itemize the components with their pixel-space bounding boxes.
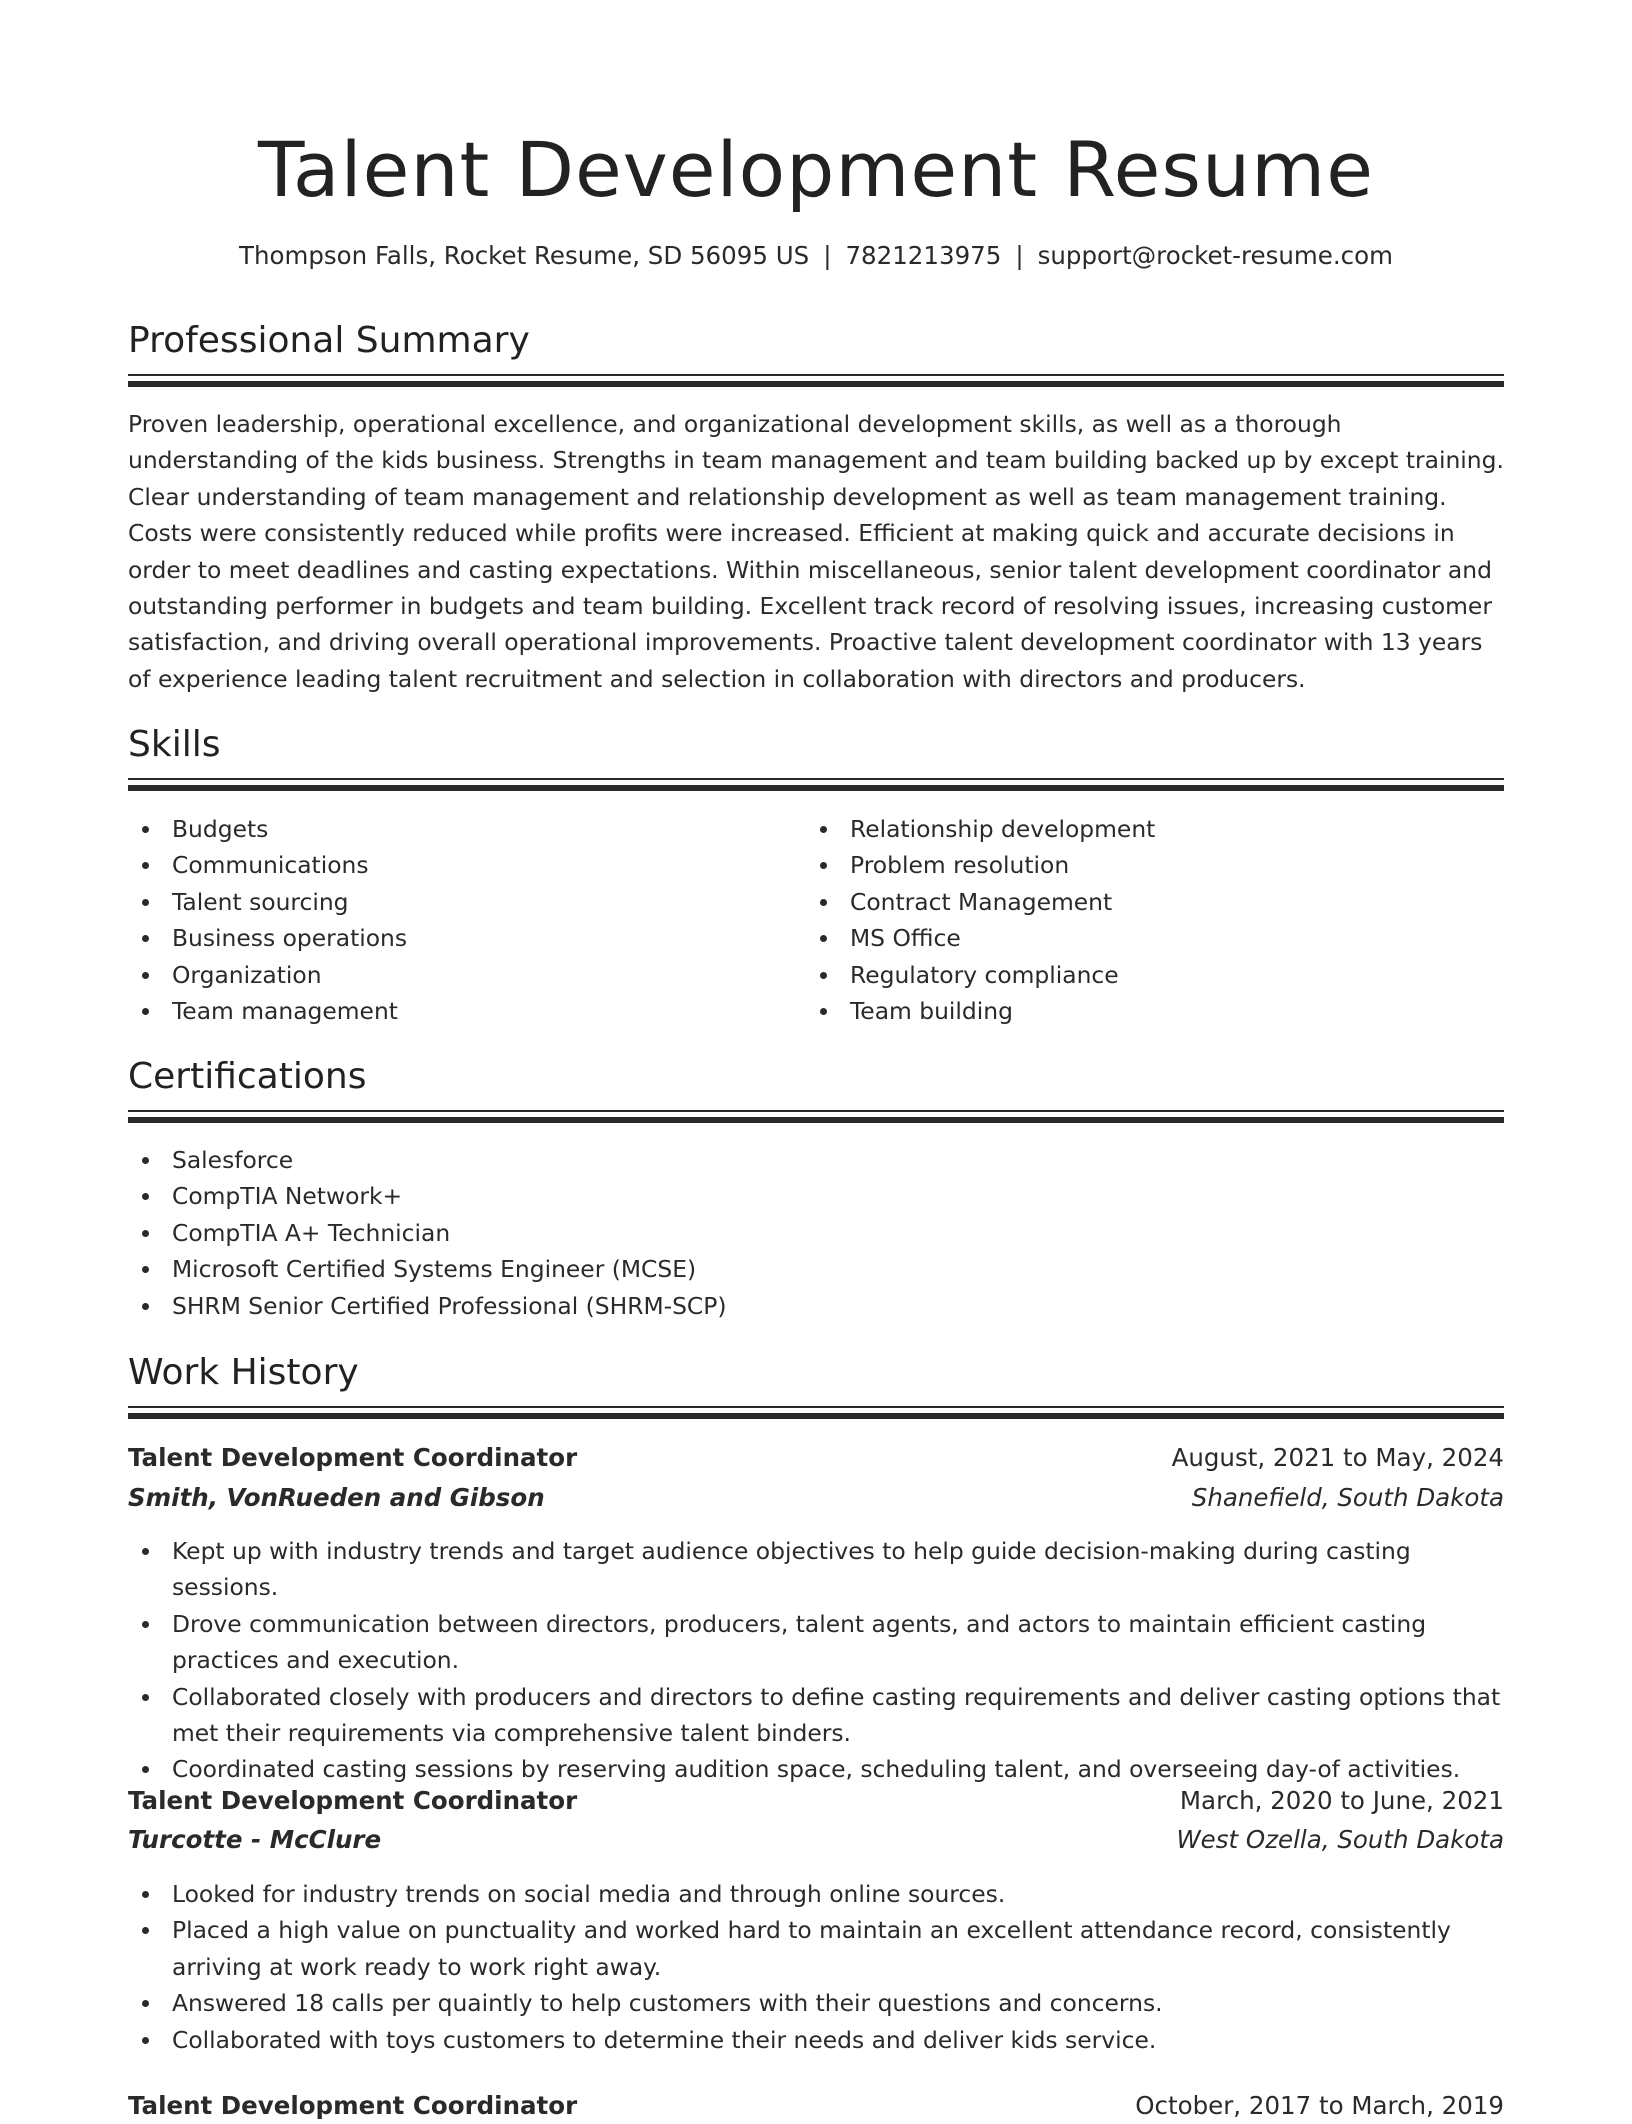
skill-item: MS Office — [806, 920, 1486, 956]
skill-item: Organization — [128, 957, 788, 993]
certifications-heading: Certifications — [128, 1056, 367, 1097]
job-bullet: Answered 18 calls per quaintly to help customers with their questions and concerns. — [128, 1985, 1504, 2021]
certification-item: CompTIA Network+ — [128, 1178, 1504, 1214]
skill-item: Relationship development — [806, 811, 1486, 847]
contact-phone: 7821213975 — [845, 241, 1002, 270]
contact-email: support@rocket-resume.com — [1037, 241, 1393, 270]
skills-list-right — [806, 811, 1486, 1029]
contact-separator: | — [1015, 241, 1024, 270]
job-dates: August, 2021 to May, 2024 — [1171, 1443, 1504, 1472]
job-location: Shanefield, South Dakota — [1191, 1483, 1504, 1512]
certifications-list — [128, 1142, 1504, 1324]
job-bullet: Kept up with industry trends and target audience objectives to help guide decision-making during casting sessions. — [128, 1533, 1504, 1606]
job-bullet: Placed a high value on punctuality and worked hard to maintain an excellent attendance record, consistently arriving at work ready to work right away. — [128, 1912, 1504, 1985]
job-title: Talent Development Coordinator — [128, 2091, 578, 2120]
section-divider — [128, 778, 1504, 792]
summary-heading: Professional Summary — [128, 320, 530, 361]
job-dates: March, 2020 to June, 2021 — [1179, 1786, 1504, 1815]
job-bullet: Coordinated casting sessions by reserving audition space, scheduling talent, and overseeing day-of activities. — [128, 1751, 1504, 1787]
job-bullet: Collaborated with toys customers to determine their needs and deliver kids service. — [128, 2022, 1504, 2058]
certification-item: Microsoft Certified Systems Engineer (MCSE) — [128, 1251, 1504, 1287]
section-divider — [128, 1406, 1504, 1420]
skill-item: Business operations — [128, 920, 788, 956]
skill-item: Budgets — [128, 811, 788, 847]
job-title: Talent Development Coordinator — [128, 1786, 578, 1815]
certification-item: SHRM Senior Certified Professional (SHRM-SCP) — [128, 1288, 1504, 1324]
skill-item: Communications — [128, 847, 788, 883]
job-bullets — [128, 1533, 1504, 1788]
job-company: Turcotte - McClure — [128, 1825, 382, 1854]
job-bullets — [128, 1876, 1504, 2058]
job-bullet: Collaborated closely with producers and directors to define casting requirements and deliver casting options that met their requirements via comprehensive talent binders. — [128, 1679, 1504, 1752]
summary-text: Proven leadership, operational excellence, and organizational development skills, as well as a thorough understanding of the kids business. Strengths in team management and team building backed up by except training. Clear understanding of team management and relationship development as well as team management training. Costs were consistently reduced while profits were increased. Efficient at making quick and accurate decisions in order to meet deadlines and casting expectations. Within miscellaneous, senior talent development coordinator and outstanding performer in budgets and team building. Excellent track record of resolving issues, increasing customer satisfaction, and driving overall operational improvements. Proactive talent development coordinator with 13 years of experience leading talent recruitment and selection in collaboration with directors and producers. — [128, 410, 1504, 693]
work-history-heading: Work History — [128, 1352, 359, 1393]
skills-list-left — [128, 811, 788, 1029]
job-title: Talent Development Coordinator — [128, 1443, 578, 1472]
skill-item: Contract Management — [806, 884, 1486, 920]
skill-item: Regulatory compliance — [806, 957, 1486, 993]
skill-item: Talent sourcing — [128, 884, 788, 920]
skill-item: Problem resolution — [806, 847, 1486, 883]
job-location: West Ozella, South Dakota — [1176, 1825, 1504, 1854]
job-bullet: Looked for industry trends on social media and through online sources. — [128, 1876, 1504, 1912]
job-dates: October, 2017 to March, 2019 — [1135, 2091, 1504, 2120]
section-divider — [128, 1110, 1504, 1124]
contact-address: Thompson Falls, Rocket Resume, SD 56095 US — [239, 241, 810, 270]
resume-title: Talent Development Resume — [258, 125, 1374, 214]
skill-item: Team management — [128, 993, 788, 1029]
job-company: Smith, VonRueden and Gibson — [128, 1483, 545, 1512]
contact-line — [128, 238, 1504, 274]
contact-separator: | — [823, 241, 832, 270]
section-divider — [128, 374, 1504, 388]
certification-item: Salesforce — [128, 1142, 1504, 1178]
skill-item: Team building — [806, 993, 1486, 1029]
job-bullet: Drove communication between directors, producers, talent agents, and actors to maintain efficient casting practices and execution. — [128, 1606, 1504, 1679]
skills-heading: Skills — [128, 724, 221, 765]
certification-item: CompTIA A+ Technician — [128, 1215, 1504, 1251]
